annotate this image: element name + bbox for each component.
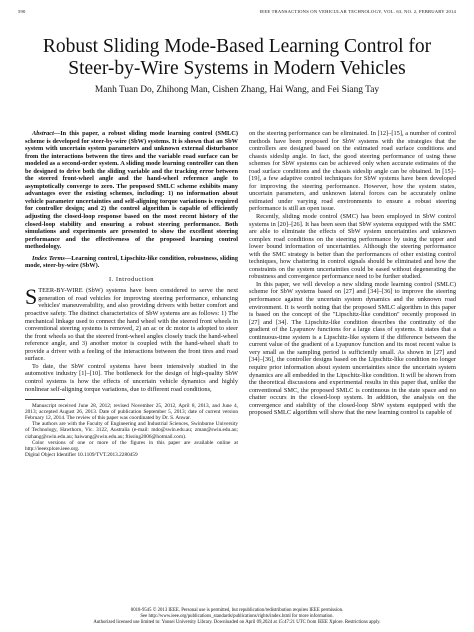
running-header <box>18 9 456 17</box>
body-paragraph-1: on the steering performance can be eliminated. In [12]–[15], a number of control methods have been proposed for SbW systems with the strategies that the controllers are designed based on the estimated road surface conditions and chassis sideslip angle. In fact, the good steering performance of using these schemes for SbW systems can be achieved only when accurate estimates of the road surface conditions and the chassis sideslip angle can be obtained. In [15]–[19], a few adaptive control techniques for SbW systems have been developed for improving the steering performance. However, how the system states, uncertain parameters, and unknown lateral forces can be accurately online estimated under varying road environments to ensure a robust steering performance is still an open issue. <box>249 130 456 213</box>
intro-paragraph-1 <box>25 284 238 363</box>
right-column <box>249 130 456 417</box>
intro-paragraph-2: To date, the SbW control systems have been intensively studied in the automotive industry [1]–[10]. The bottleneck for the design of high-quality SbW control systems is how the effects of uncertain vehicle dynamics and highly nonlinear self-aligning torque variations, due to different road conditions, <box>25 362 238 393</box>
footnote-affiliation: The authors are with the Faculty of Engineering and Industrial Sciences, Swinburne University of Technology, Hawthorn, Vic. 3122, Australia (e-mail: mdo@swin.edu.au; zman@swin.edu.au; cizhang@swin.edu.au; haiwang@swin.edu.au; ftissing2006@hotmail.com). <box>25 421 238 440</box>
section-heading-introduction: I. Introduction <box>108 275 155 283</box>
paper-title <box>0 36 474 80</box>
footnote-doi: Digital Object Identifier 10.1109/TVT.2013.2280459 <box>25 451 138 458</box>
copyright-line: 0018-9545 © 2013 IEEE. Personal use is permitted, but republication/redistribution requires IEEE permission. <box>130 608 344 613</box>
abstract-text: —In this paper, a robust sliding mode learning control (SMLC) scheme is developed for steer-by-wire (SbW) systems. It is shown that an SbW system with uncertain system parameters and unknown external disturbance from the interactions between the tires and the variable road surface can be modeled as a second-order system. A sliding mode learning controller can then be designed to drive both the sliding variable and the tracking error between the steered front-wheel angle and the hand-wheel reference angle to asymptotically converge to zero. The proposed SMLC scheme exhibits many advantages over the existing schemes, including: 1) no information about vehicle parameter uncertainties and self-aligning torque variations is required for controller design; and 2) the control algorithm is capable of efficiently adjusting the closed-loop response based on the most recent history of the closed-loop stability and ensuring a robust steering performance. Both simulations and experiments are presented to show the excellent steering performance and the effectiveness of the proposed learning control methodology. <box>25 130 238 251</box>
footnote-manuscript: Manuscript received June 28, 2012; revised November 25, 2012, April 8, 2013, and June 4, 2013; accepted August 26, 2013. Date of publication September 5, 2013; date of current version February 12, 2014. The review of this paper was coordinated by Dr. S. Anwar. <box>25 403 238 422</box>
rights-link-line: See http://www.ieee.org/publications_standards/publications/rights/index.html for more information. <box>140 614 334 619</box>
author-list: Manh Tuan Do, Zhihong Man, Cishen Zhang, Hai Wang, and Fei Siang Tay <box>94 85 380 95</box>
index-terms-text: —Learning control, Lipschitz-like condition, robustness, sliding mode, steer-by-wire (SbW). <box>25 254 238 270</box>
body-paragraph-3: In this paper, we will develop a new sliding mode learning control (SMLC) scheme for SbW systems based on [27] and [34]–[36] to improve the steering performance against the uncertain system dynamics and the unknown road environment. It is worth noting that the proposed SMLC algorithm in this paper is based on the concept of the "Lipschitz-like condition" recently proposed in [27] and [34]. The Lipschitz-like condition describes the continuity of the gradient of the Lyapunov functions for a large class of systems. It states that a continuous-time system is a Lipschitz-like system if the difference between the current value of the gradient of a Lyapunov function and its most recent value is very small as the sampling period is sufficiently small. As shown in [27] and [34]–[36], the controller designs based on the Lipschitz-like condition no longer require prior information about system uncertainties since the uncertain system dynamics are all embedded in the Lipschitz-like condition. It will be shown from the theoretical discussions and experimental results in this paper that, unlike the conventional SMC, the proposed SMLC is continuous in the state space and no chatter occurs in the closed-loop system. In addition, the analysis on the convergence and stability of the closed-loop SbW system equipped with the proposed SMLC algorithm will show that the new learning control is capable of <box>249 280 456 417</box>
index-terms <box>25 255 238 270</box>
page-number: 590 <box>18 9 26 14</box>
body-paragraph-2: Recently, sliding mode control (SMC) has been employed in SbW control systems in [20]–[26]. It has been seen that SbW systems equipped with the SMC are able to eliminate the effects of SbW system uncertainties and unknown complex road conditions on the steering performance by using the upper and lower bound information of uncertainties. Although the steering performance with the SMC strategy is better than the performances of other existing control techniques, how chattering in control signals should be eliminated and how the constraints on the system uncertainties could be eased without degenerating the robustness and convergence performance need to be further studied. <box>249 213 456 281</box>
title-line-2: Steer-by-Wire Systems in Modern Vehicles <box>68 58 406 79</box>
journal-name: IEEE TRANSACTIONS ON VEHICULAR TECHNOLOGY, VOL. 63, NO. 2, FEBRUARY 2014 <box>259 9 456 14</box>
title-line-1: Robust Sliding Mode-Based Learning Control for <box>42 36 432 57</box>
footnote-color: Color versions of one or more of the figures in this paper are available online at http://ieeexplore.ieee.org. <box>25 439 238 452</box>
abstract-label: Abstract <box>32 130 54 137</box>
license-line: Authorized licensed use limited to: Yonsei University Library. Downloaded on April 09,2024 at 15:47:21 UTC from IEEE Xplore. Restrictions apply. <box>93 620 381 625</box>
footnotes <box>25 403 238 458</box>
drop-cap: S <box>25 284 38 310</box>
left-column <box>25 130 238 458</box>
index-terms-label: Index Terms <box>32 254 65 262</box>
intro-paragraph-1-text: TEER-BY-WIRE (SbW) systems have been considered to serve the next generation of road vehicles for improving steering performance, enhancing vehicles' maneuverability, and also providing drivers with better comfort and proactive safety. The distinct characteristics of SbW systems are as follows: 1) The mechanical linkage used to connect the hand wheel with the steered front wheels in conventional steering systems is removed, 2) an ac or dc motor is adopted to steer the front wheels so that the steered front-wheel angles closely track the hand-wheel reference angle, and 3) another motor is coupled with the hand-wheel shaft to provide a driver with a feeling of the interactions between the front tires and road surface. <box>25 287 238 363</box>
abstract <box>25 130 238 251</box>
footnote-divider <box>25 399 65 400</box>
